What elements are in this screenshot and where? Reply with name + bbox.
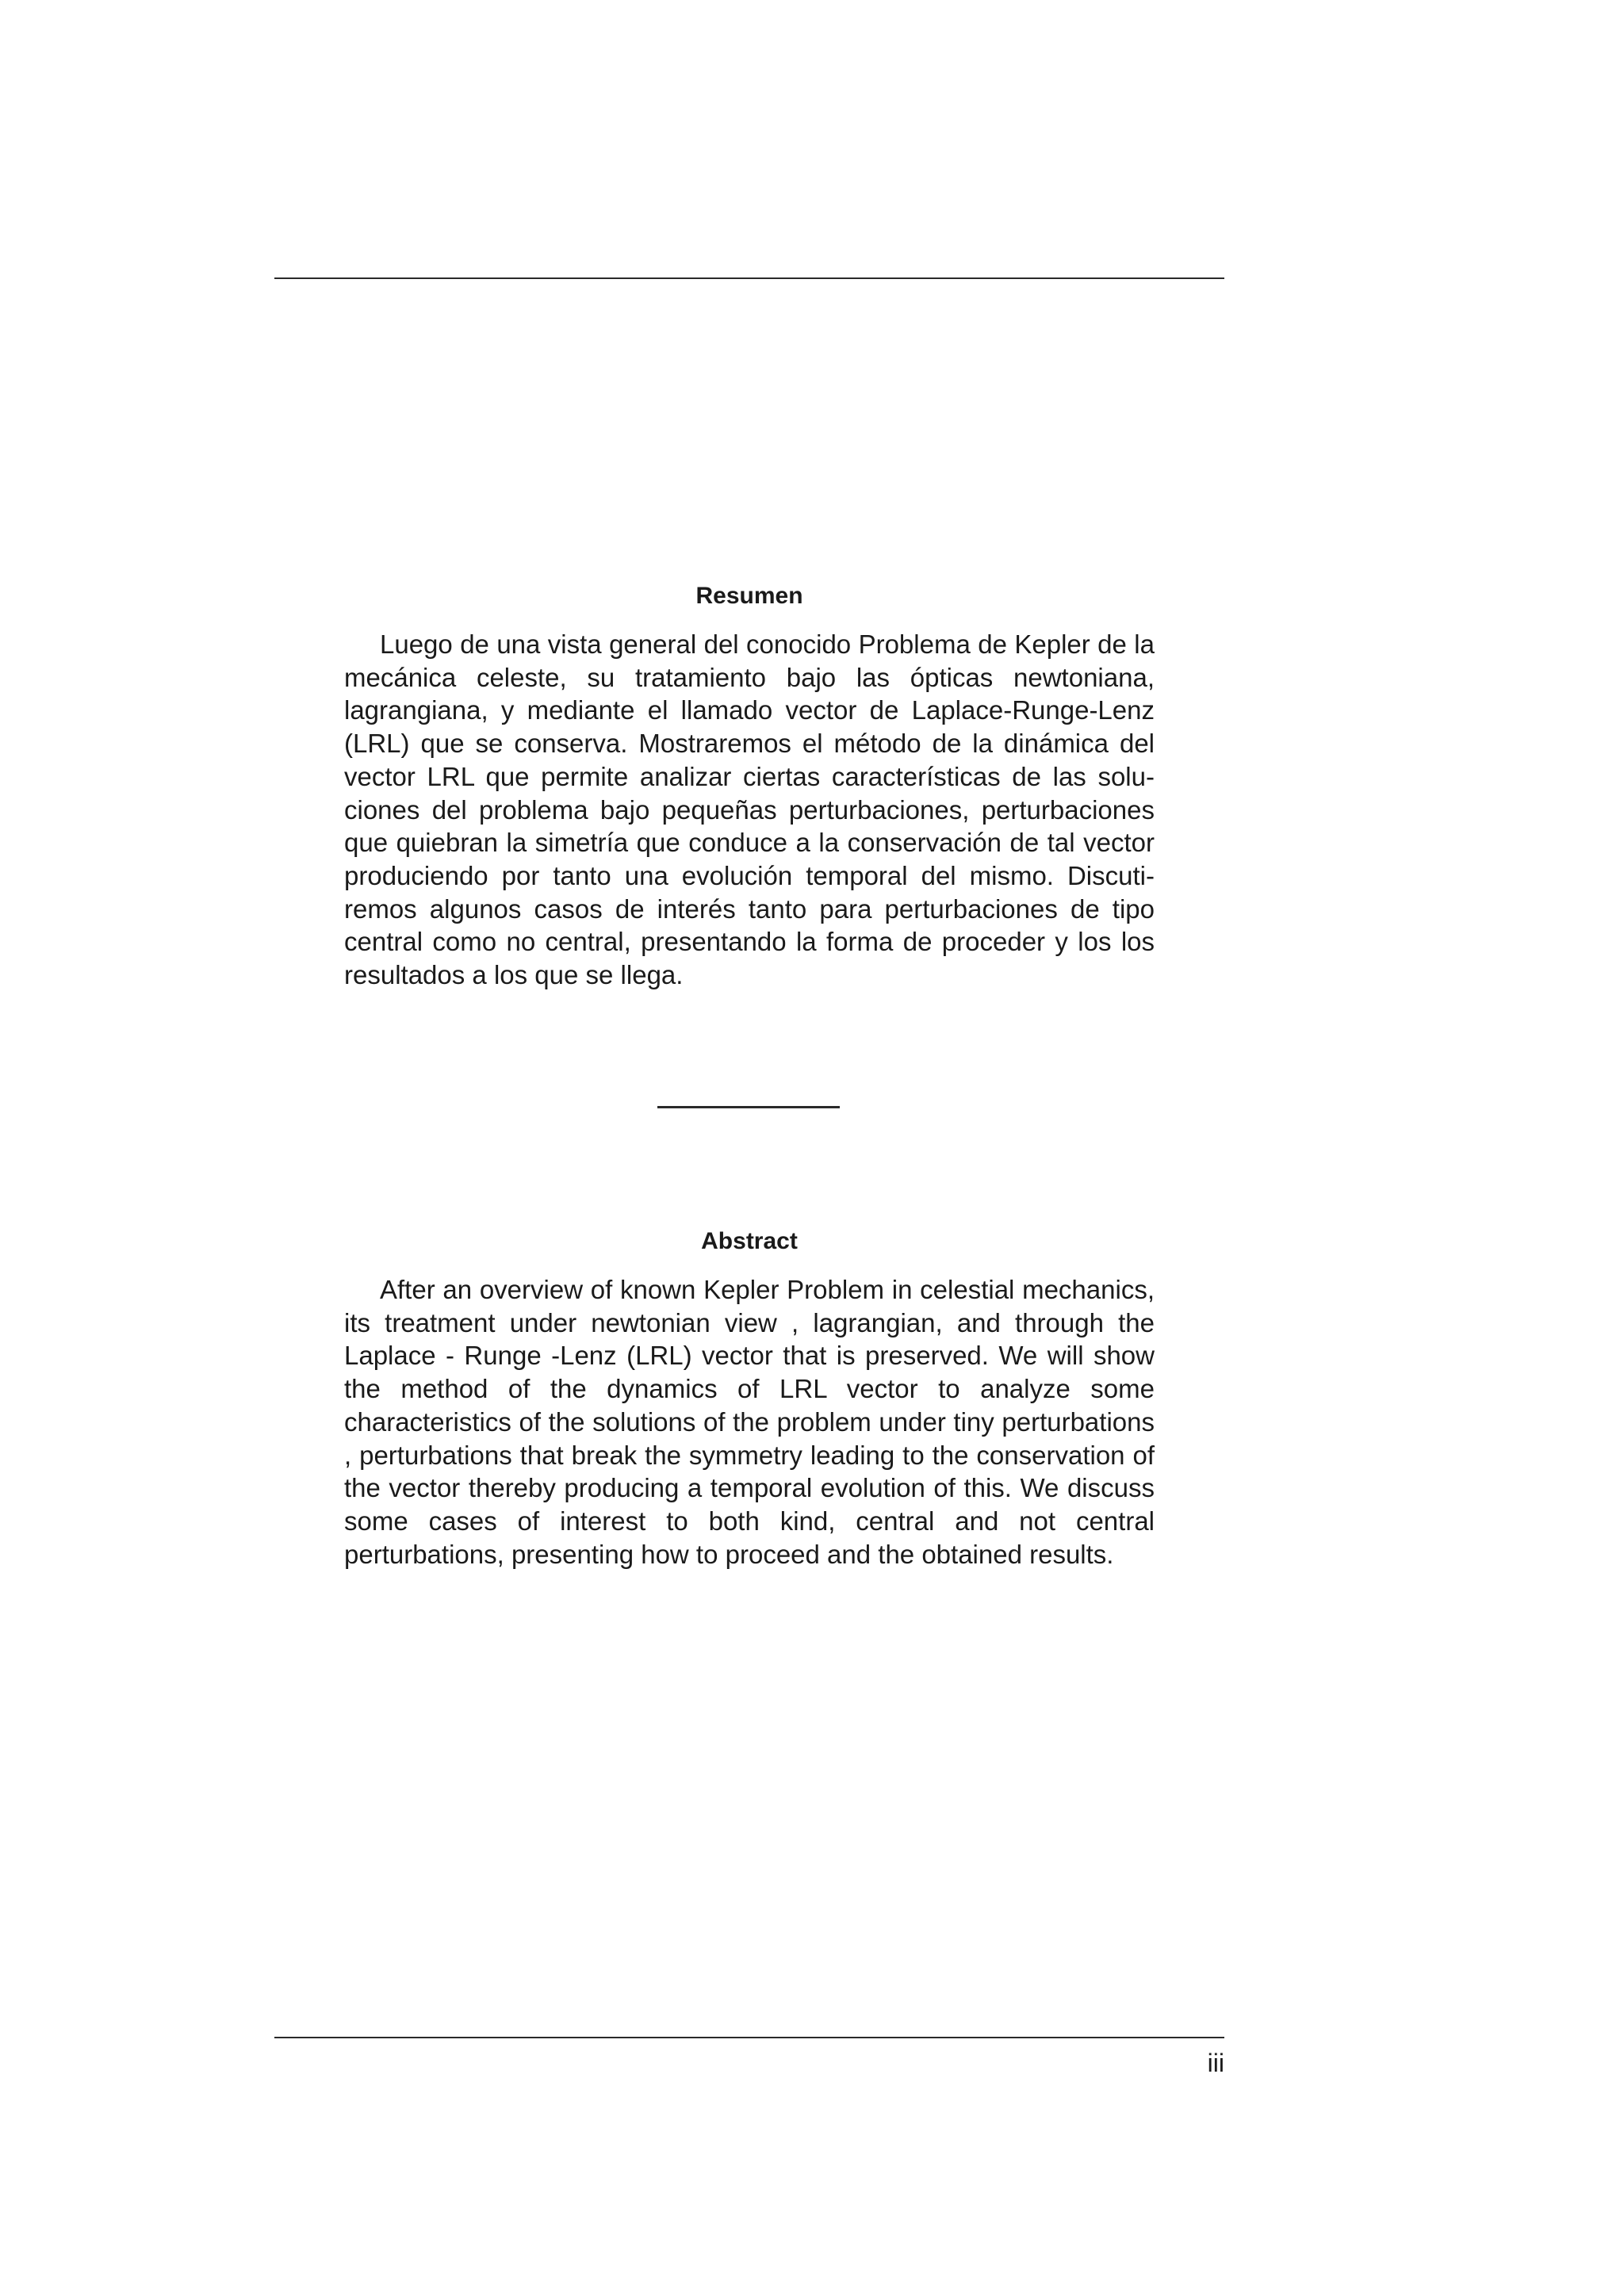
abstract-paragraph: After an overview of known Kepler Problem in celestial mechanics, its treatment under newtonian view , lagrangian, and through the Laplace - Runge -Lenz (LRL) vector that is preserved. We will show the method of the dynamics of LRL vector to analyze some characteristics of the solutions of the problem under tiny perturbations , perturbations that break the symmetry leading to the conservation of the vector thereby producing a temporal evolution of this. We discuss some cases of interest to both kind, central and not central perturbations, presenting how to proceed and the obtained results.	[344, 1275, 1155, 1569]
footer-rule	[274, 2037, 1224, 2038]
resumen-section	[344, 580, 1155, 992]
resumen-paragraph: Luego de una vista general del conocido Problema de Kepler de la mecánica celeste, su tratamiento bajo las ópticas newtoniana, lagrangiana, y mediante el llamado vector de Laplace-Runge-Lenz (LRL) que se conserva. Mostraremos el método de la dinámica del vector LRL que permite analizar ciertas características de las soluciones del problema bajo pequeñas perturbaciones, perturbaciones que quiebran la simetría que conduce a la conservación de tal vector produciendo por tanto una evolución temporal del mismo. Discutiremos algunos casos de interés tanto para perturbaciones de tipo central como no central, presentando la forma de proceder y los los resultados a los que se llega.	[344, 629, 1155, 990]
abstract-section	[344, 1226, 1155, 1571]
resumen-heading: Resumen	[695, 583, 803, 609]
abstract-heading: Abstract	[701, 1228, 798, 1254]
section-separator	[657, 1106, 840, 1108]
header-rule	[274, 277, 1224, 279]
page-number: iii	[1207, 2049, 1224, 2077]
